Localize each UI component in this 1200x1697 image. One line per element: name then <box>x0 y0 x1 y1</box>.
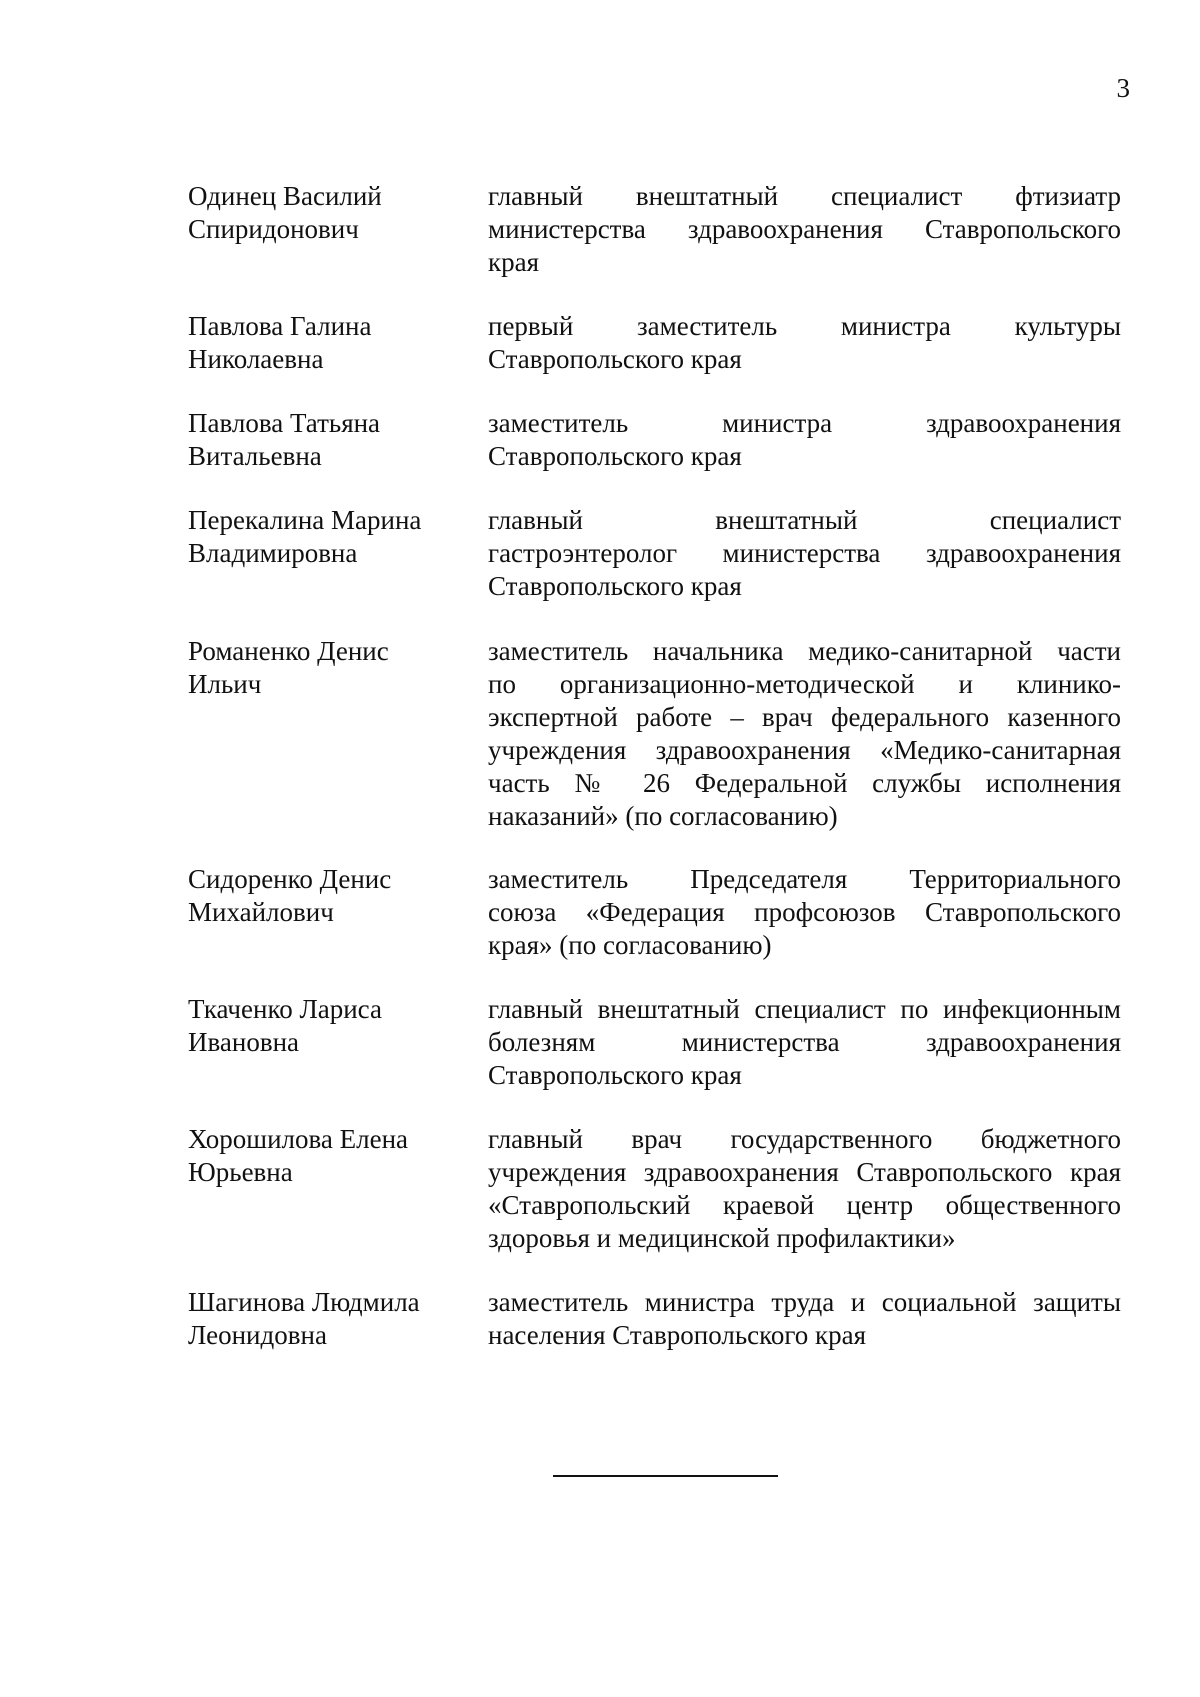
member-position <box>488 635 1121 833</box>
member-name <box>188 504 488 570</box>
member-position-line: заместитель министра здравоохранения <box>488 408 1121 438</box>
member-position-line: края» (по согласованию) <box>488 930 772 960</box>
member-position-line: учреждения здравоохранения Ставропольского края <box>488 1157 1121 1187</box>
member-name-line: Одинец Василий <box>188 181 382 211</box>
member-position <box>488 863 1121 962</box>
member-name <box>188 1286 488 1352</box>
member-name <box>188 993 488 1059</box>
member-position <box>488 1286 1121 1352</box>
member-name <box>188 635 488 701</box>
member-position <box>488 407 1121 473</box>
member-name-line: Сидоренко Денис <box>188 864 392 894</box>
member-position-line: гастроэнтеролог министерства здравоохранения <box>488 538 1121 568</box>
member-name-line: Хорошилова Елена <box>188 1124 409 1154</box>
member-position-line: союза «Федерация профсоюзов Ставропольского <box>488 897 1121 927</box>
end-of-list-rule <box>553 1475 778 1477</box>
member-name-line: Спиридонович <box>188 214 359 244</box>
member-name-line: Перекалина Марина <box>188 505 422 535</box>
member-position-line: населения Ставропольского края <box>488 1320 867 1350</box>
member-name-line: Павлова Галина <box>188 311 372 341</box>
member-name-line: Шагинова Людмила <box>188 1287 420 1317</box>
member-position-line: экспертной работе – врач федерального казенного <box>488 702 1121 732</box>
member-name-line: Витальевна <box>188 441 322 471</box>
member-name <box>188 310 488 376</box>
member-position-line: главный внештатный специалист фтизиатр <box>488 181 1121 211</box>
member-position-line: первый заместитель министра культуры <box>488 311 1121 341</box>
member-position <box>488 504 1121 603</box>
member-position-line: заместитель Председателя Территориального <box>488 864 1121 894</box>
member-position-line: заместитель начальника медико-санитарной части <box>488 636 1121 666</box>
member-position-line: часть № 26 Федеральной службы исполнения <box>488 768 1121 798</box>
member-name <box>188 863 488 929</box>
member-position-line: болезням министерства здравоохранения <box>488 1027 1121 1057</box>
member-name-line: Ткаченко Лариса <box>188 994 382 1024</box>
member-position-line: Ставропольского края <box>488 344 742 374</box>
member-position-line: главный внештатный специалист по инфекционным <box>488 994 1121 1024</box>
member-name <box>188 407 488 473</box>
member-position-line: Ставропольского края <box>488 441 742 471</box>
member-position-line: здоровья и медицинской профилактики» <box>488 1223 956 1253</box>
member-name-line: Павлова Татьяна <box>188 408 381 438</box>
page-number: 3 <box>1116 73 1130 103</box>
member-name-line: Леонидовна <box>188 1320 327 1350</box>
member-position <box>488 1123 1121 1255</box>
member-name-line: Владимировна <box>188 538 358 568</box>
member-name-line: Романенко Денис <box>188 636 389 666</box>
member-position-line: по организационно-методической и клинико- <box>488 669 1121 699</box>
member-position-line: наказаний» (по согласованию) <box>488 801 838 831</box>
member-position-line: учреждения здравоохранения «Медико-санитарная <box>488 735 1121 765</box>
member-position-line: главный внештатный специалист <box>488 505 1121 535</box>
member-position-line: Ставропольского края <box>488 1060 742 1090</box>
member-name-line: Михайлович <box>188 897 334 927</box>
member-position-line: главный врач государственного бюджетного <box>488 1124 1121 1154</box>
member-position-line: министерства здравоохранения Ставропольского <box>488 214 1121 244</box>
member-name-line: Юрьевна <box>188 1157 293 1187</box>
member-position-line: заместитель министра труда и социальной защиты <box>488 1287 1121 1317</box>
member-name <box>188 1123 488 1189</box>
member-position <box>488 993 1121 1092</box>
member-position <box>488 180 1121 279</box>
member-position <box>488 310 1121 376</box>
member-position-line: края <box>488 247 540 277</box>
member-name-line: Ивановна <box>188 1027 300 1057</box>
member-name-line: Николаевна <box>188 344 324 374</box>
member-name-line: Ильич <box>188 669 262 699</box>
member-name <box>188 180 488 246</box>
member-position-line: Ставропольского края <box>488 571 742 601</box>
member-position-line: «Ставропольский краевой центр общественного <box>488 1190 1121 1220</box>
